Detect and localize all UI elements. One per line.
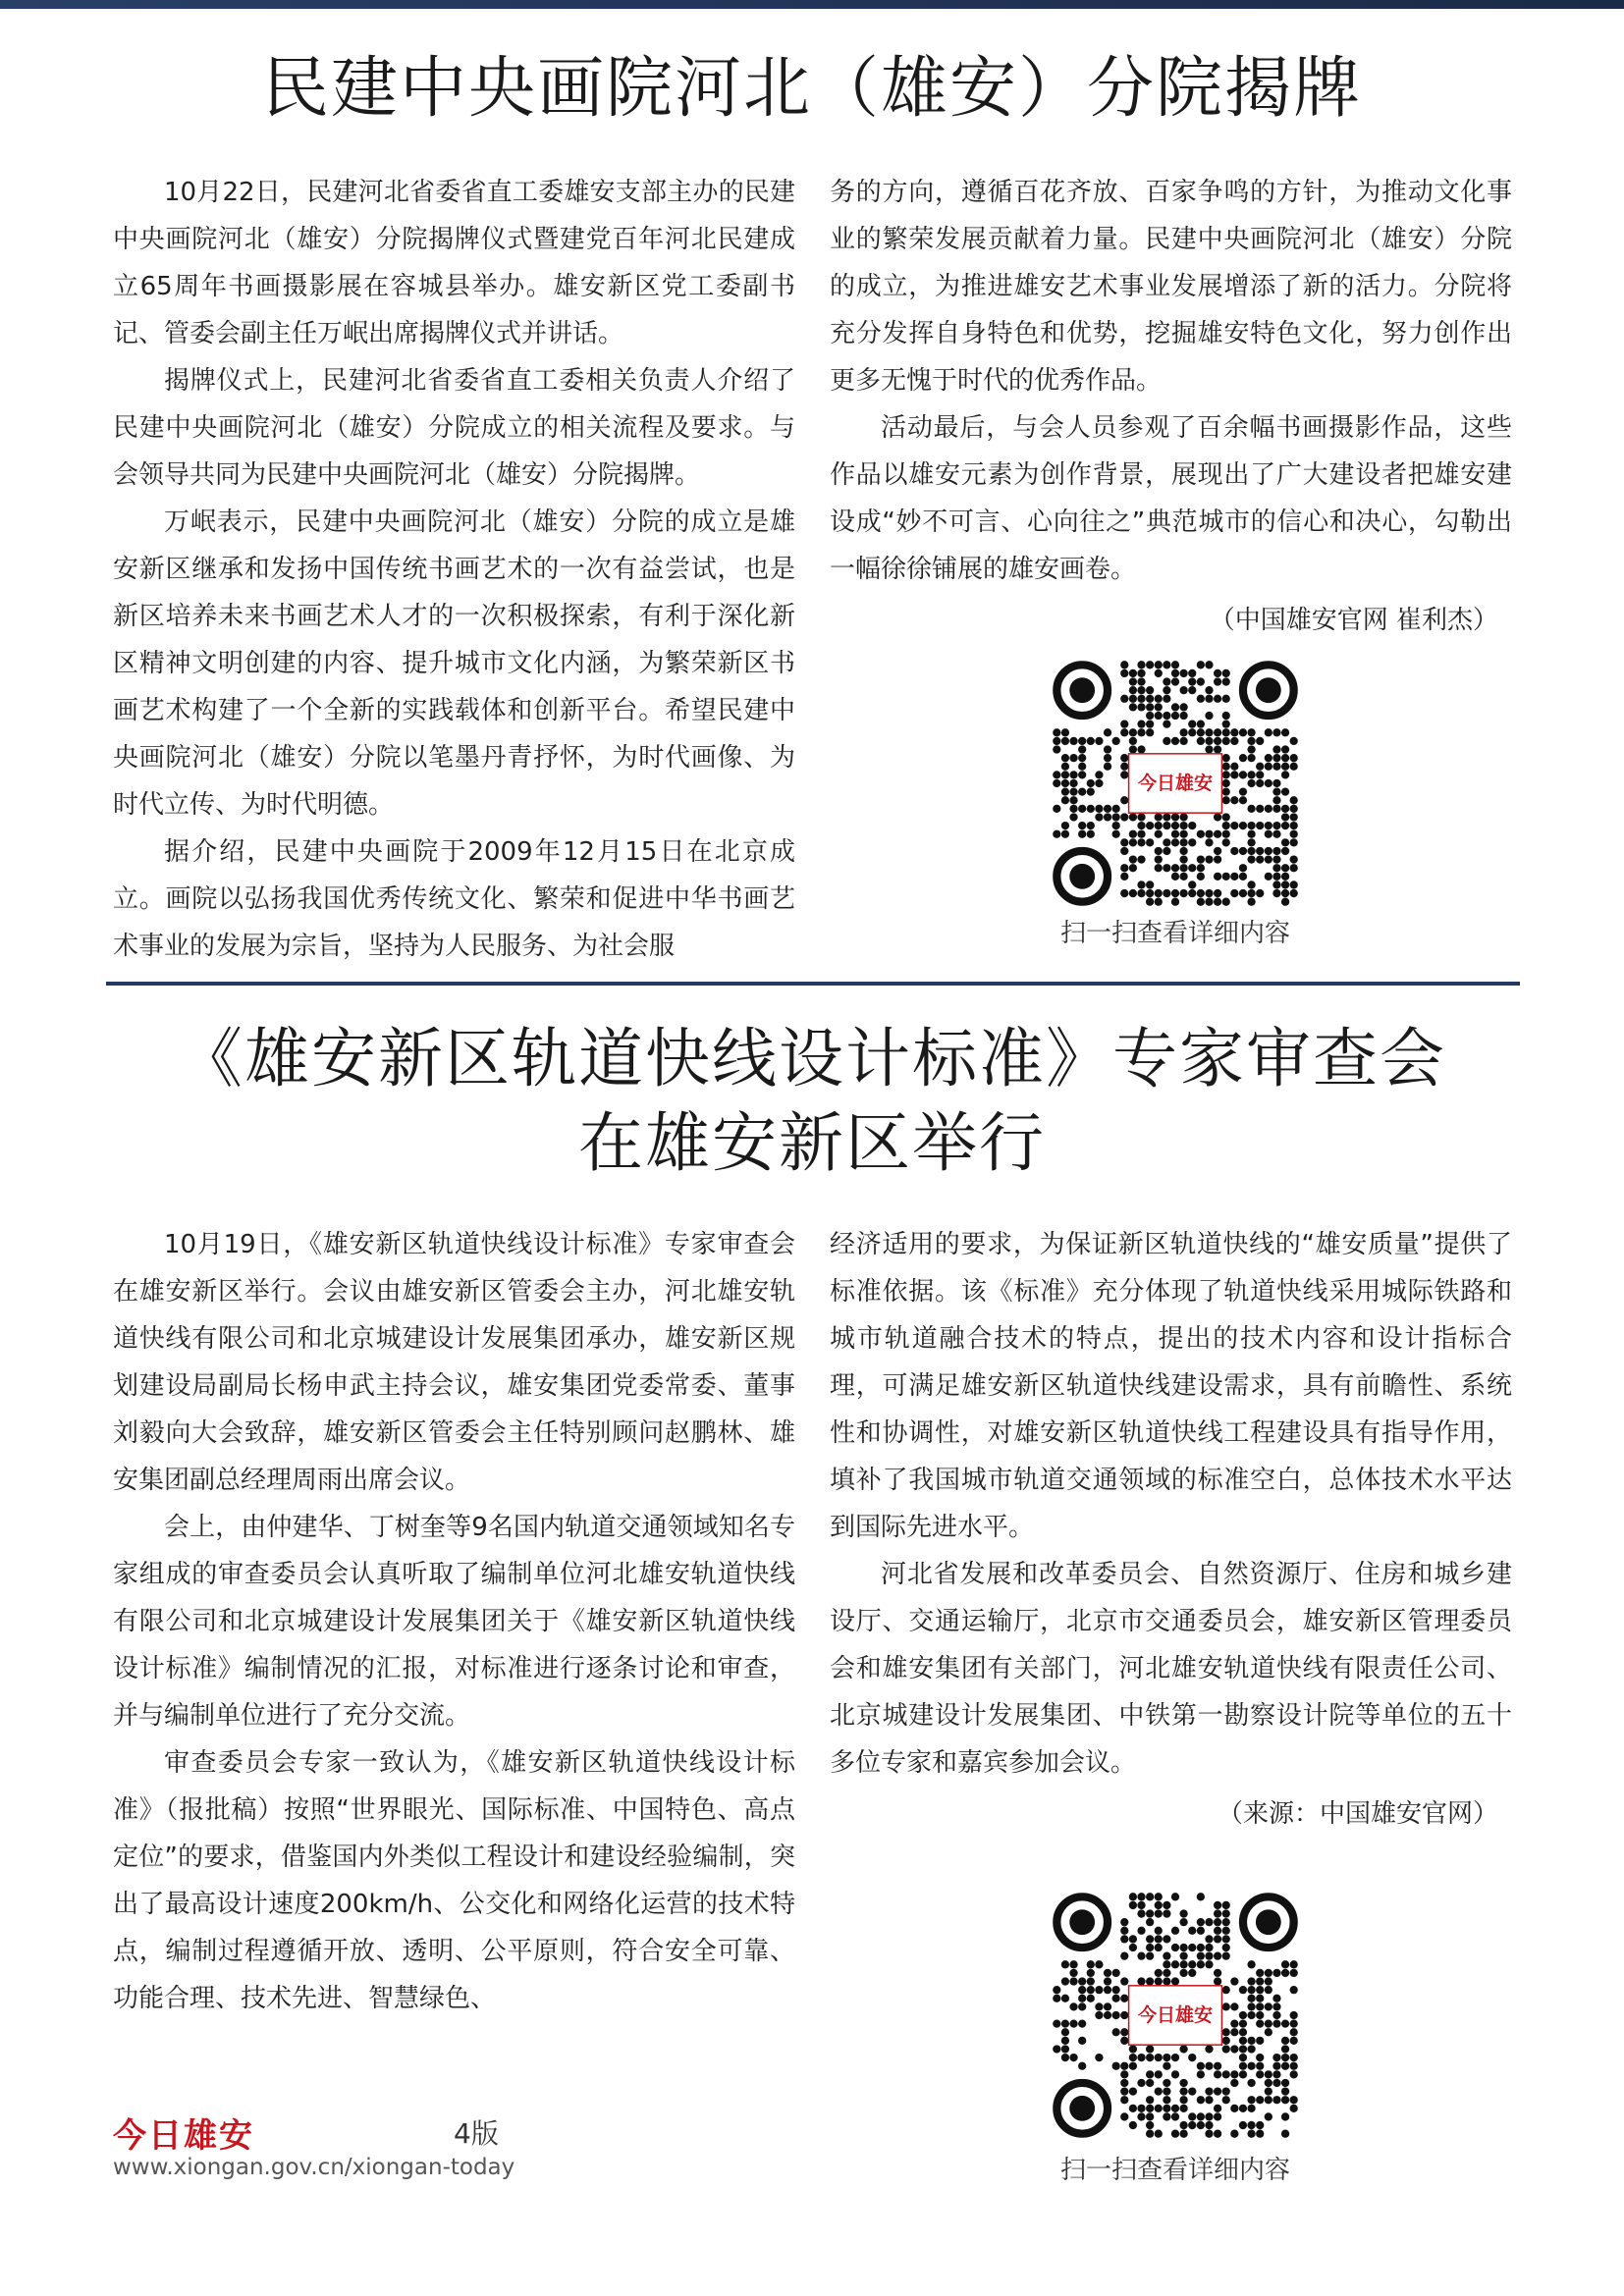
article1-paragraph: 10月22日，民建河北省委省直工委雄安支部主办的民建中央画院河北（雄安）分院揭牌仪式暨建党百年河北民建成立65周年书画摄影展在容城县举办。雄安新区党工委副书记、管委会副主任万岷出席揭牌仪式并讲话。 xyxy=(113,178,795,348)
article1-qr-caption: 扫一扫查看详细内容 xyxy=(1059,919,1290,948)
article1-title: 民建中央画院河北（雄安）分院揭牌 xyxy=(261,50,1362,128)
footer-page-number: 4版 xyxy=(454,2117,499,2150)
article1-column-right xyxy=(830,169,1512,644)
top-accent-bar xyxy=(0,0,1624,9)
article2-qr-code[interactable] xyxy=(1053,1893,1298,2138)
article2-paragraph: 河北省发展和改革委员会、自然资源厅、住房和城乡建设厅、交通运输厅，北京市交通委员会，雄安新区管理委员会和雄安集团有关部门，河北雄安轨道快线有限责任公司、北京城建设计发展集团、中铁第一勘察设计院等单位的五十多位专家和嘉宾参加会议。 xyxy=(830,1560,1512,1778)
footer-logo: 今日雄安 xyxy=(113,2116,254,2156)
article2-paragraph: 会上，由仲建华、丁树奎等9名国内轨道交通领域知名专家组成的审查委员会认真听取了编制单位河北雄安轨道快线有限公司和北京城建设计发展集团关于《雄安新区轨道快线设计标准》编制情况的汇报，对标准进行逐条讨论和审查，并与编制单位进行了充分交流。 xyxy=(113,1513,795,1731)
article2-title-line1: 《雄安新区轨道快线设计标准》专家审查会 xyxy=(178,1021,1446,1096)
article2-paragraph: 10月19日，《雄安新区轨道快线设计标准》专家审查会在雄安新区举行。会议由雄安新区管委会主办，河北雄安轨道快线有限公司和北京城建设计发展集团承办，雄安新区规划建设局副局长杨申武主持会议，雄安集团党委常委、董事刘毅向大会致辞，雄安新区管委会主任特别顾问赵鹏林、雄安集团副总经理周雨出席会议。 xyxy=(113,1230,795,1495)
article1-qr-code[interactable] xyxy=(1053,661,1298,906)
article2-paragraph: 审查委员会专家一致认为，《雄安新区轨道快线设计标准》（报批稿）按照“世界眼光、国际标准、中国特色、高点定位”的要求，借鉴国内外类似工程设计和建设经验编制，突出了最高设计速度200km/h、公交化和网络化运营的技术特点，编制过程遵循开放、透明、公平原则，符合安全可靠、功能合理、技术先进、智慧绿色、 xyxy=(113,1748,795,2013)
qr-pattern xyxy=(1053,1893,1298,2138)
article2-column-right xyxy=(830,1221,1512,1838)
svg-text:今日雄安: 今日雄安 xyxy=(1137,773,1214,795)
article2-column-left xyxy=(113,1221,795,2022)
article2-title-line2: 在雄安新区举行 xyxy=(578,1105,1046,1181)
article2-qr-caption: 扫一扫查看详细内容 xyxy=(1059,2156,1290,2185)
article1-paragraph: 万岷表示，民建中央画院河北（雄安）分院的成立是雄安新区继承和发扬中国传统书画艺术的一次有益尝试，也是新区培养未来书画艺术人才的一次积极探索，有利于深化新区精神文明创建的内容、提升城市文化内涵，为繁荣新区书画艺术构建了一个全新的实践载体和创新平台。希望民建中央画院河北（雄安）分院以笔墨丹青抒怀，为时代画像、为时代立传、为时代明德。 xyxy=(113,507,795,820)
footer-url[interactable]: www.xiongan.gov.cn/xiongan-today xyxy=(113,2155,515,2180)
article1-paragraph: 揭牌仪式上，民建河北省委省直工委相关负责人介绍了民建中央画院河北（雄安）分院成立的相关流程及要求。与会领导共同为民建中央画院河北（雄安）分院揭牌。 xyxy=(113,366,795,490)
qr-pattern xyxy=(1053,661,1298,906)
article1-paragraph: 据介绍，民建中央画院于2009年12月15日在北京成立。画院以弘扬我国优秀传统文化、繁荣和促进中华书画艺术事业的发展为宗旨，坚持为人民服务、为社会服 xyxy=(113,837,795,961)
article1-column-left xyxy=(113,169,795,961)
article2-source: （来源：中国雄安官网） xyxy=(1217,1799,1498,1829)
article2-paragraph: 经济适用的要求，为保证新区轨道快线的“雄安质量”提供了标准依据。该《标准》充分体现了轨道快线采用城际铁路和城市轨道融合技术的特点，提出的技术内容和设计指标合理，可满足雄安新区轨道快线建设需求，具有前瞻性、系统性和协调性，对雄安新区轨道快线工程建设具有指导作用，填补了我国城市轨道交通领域的标准空白，总体技术水平达到国际先进水平。 xyxy=(830,1230,1512,1542)
article2-title xyxy=(0,1017,1624,1186)
article1-paragraph: 活动最后，与会人员参观了百余幅书画摄影作品，这些作品以雄安元素为创作背景，展现出了广大建设者把雄安建设成“妙不可言、心向往之”典范城市的信心和决心，勾勒出一幅徐徐铺展的雄安画卷。 xyxy=(830,413,1512,584)
svg-text:今日雄安: 今日雄安 xyxy=(1137,2004,1214,2027)
article1-source: （中国雄安官网 崔利杰） xyxy=(1209,606,1498,635)
section-divider xyxy=(106,982,1520,986)
article1-paragraph: 务的方向，遵循百花齐放、百家争鸣的方针，为推动文化事业的繁荣发展贡献着力量。民建中央画院河北（雄安）分院的成立，为推进雄安艺术事业发展增添了新的活力。分院将充分发挥自身特色和优势，挖掘雄安特色文化，努力创作出更多无愧于时代的优秀作品。 xyxy=(830,178,1512,396)
